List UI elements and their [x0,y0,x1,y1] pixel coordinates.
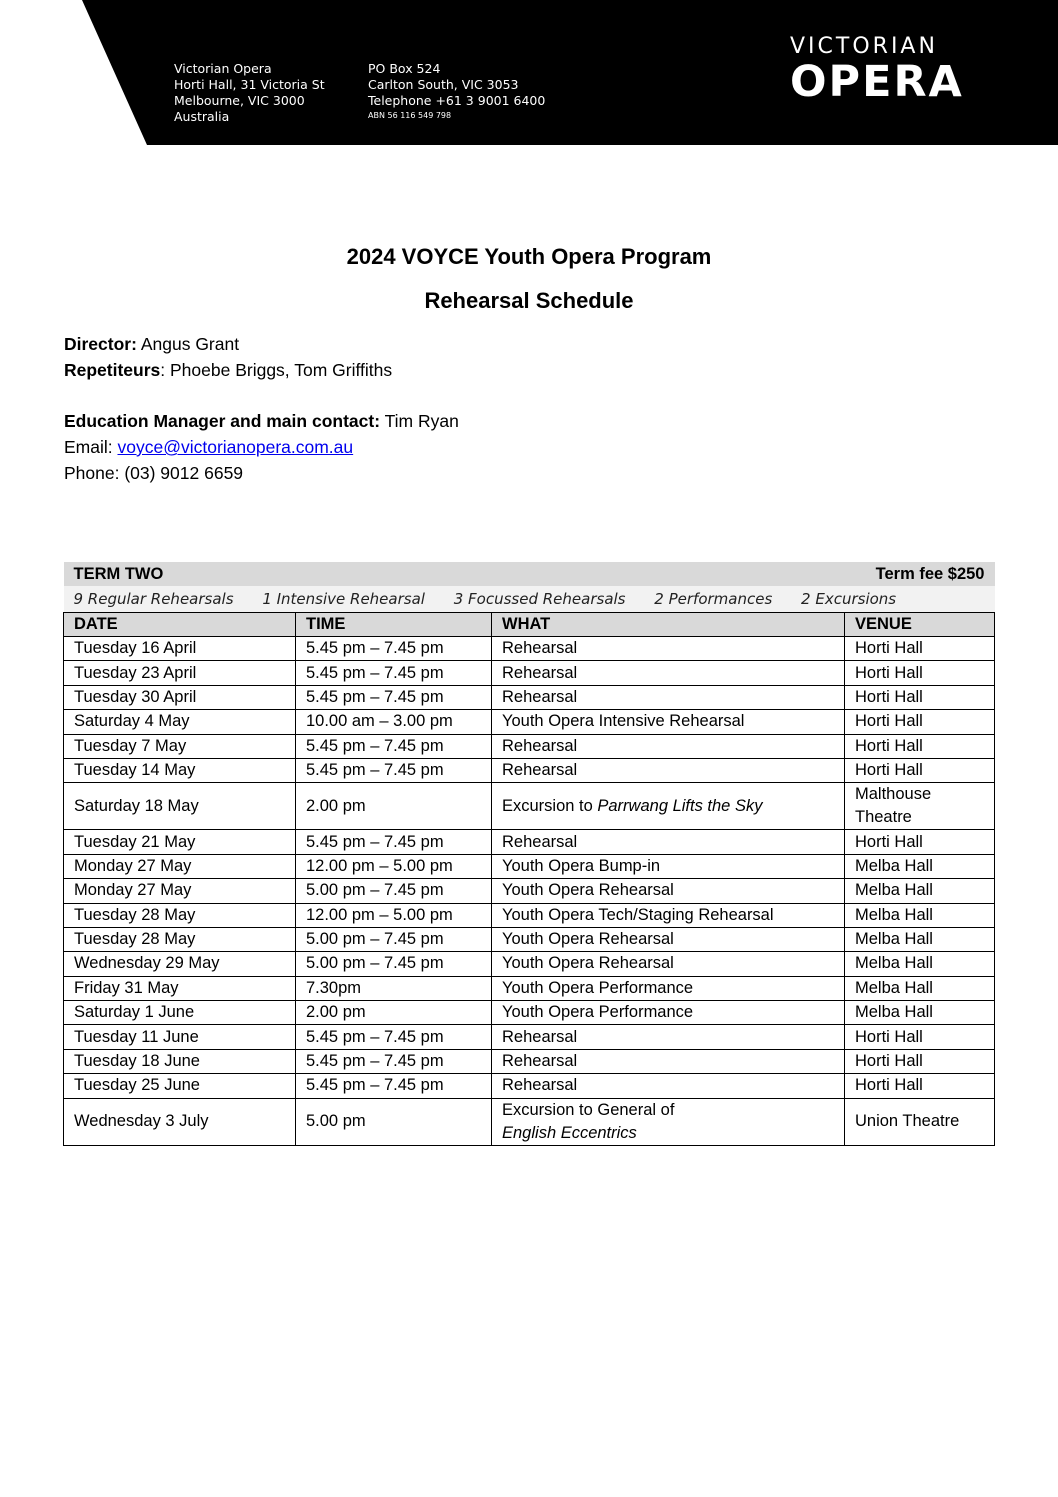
table-row [64,903,995,927]
repetiteurs-line [64,357,392,383]
cell-venue [845,637,995,661]
venue-text: Horti Hall [855,761,923,780]
summary-item: 1 Intensive Rehearsal [262,590,425,608]
what-text: Rehearsal [502,663,578,682]
cell-what [492,952,845,976]
address-line: Melbourne, VIC 3000 [174,93,305,108]
cell-venue [845,1049,995,1073]
cell-time: 5.45 pm – 7.45 pm [296,734,492,758]
what-text: Rehearsal [502,687,578,706]
cell-what [492,1074,845,1098]
venue-text: Melba Hall [855,905,933,924]
what-text: Rehearsal [502,832,578,851]
what-text: Youth Opera Bump-in [502,856,661,875]
what-text: Youth Opera Rehearsal [502,930,674,949]
cell-what [492,1098,845,1145]
venue-text: Malthouse [855,785,932,804]
what-text: Rehearsal [502,736,578,755]
victorian-opera-logo [790,35,970,107]
what-text: Rehearsal [502,1027,578,1046]
table-row [64,661,995,685]
cell-venue [845,879,995,903]
table-row [64,952,995,976]
cell-venue [845,710,995,734]
cell-venue [845,903,995,927]
email-label: Email: [64,437,118,457]
cell-what [492,1025,845,1049]
cell-what [492,1049,845,1073]
cell-venue [845,1098,995,1145]
venue-text: Melba Hall [855,978,933,997]
cell-date: Monday 27 May [64,879,296,903]
cell-date: Saturday 18 May [64,783,296,830]
summary-item: 2 Performances [654,590,773,608]
cell-time: 5.45 pm – 7.45 pm [296,1049,492,1073]
cell-time: 12.00 pm – 5.00 pm [296,903,492,927]
what-text: Youth Opera Intensive Rehearsal [502,712,745,731]
column-header-what: WHAT [492,613,845,637]
address-line: Horti Hall, 31 Victoria St [174,77,325,92]
cell-what [492,830,845,854]
address-line: PO Box 524 [368,61,441,76]
what-text: Youth Opera Performance [502,978,694,997]
cell-venue [845,854,995,878]
table-row [64,854,995,878]
term-header-row [64,562,995,586]
repetiteurs-names: : Phoebe Briggs, Tom Griffiths [160,360,393,380]
table-row [64,927,995,951]
cell-what [492,927,845,951]
director-name: Angus Grant [136,334,240,354]
what-text: Youth Opera Tech/Staging Rehearsal [502,905,774,924]
summary-item: 9 Regular Rehearsals [73,590,234,608]
what-text: Rehearsal [502,761,578,780]
term-name: TERM TWO [64,562,845,586]
email-link[interactable]: voyce@victorianopera.com.au [117,437,354,457]
phone-line: Phone: (03) 9012 6659 [64,463,244,483]
repetiteurs-label: Repetiteurs [64,360,161,380]
venue-text: Horti Hall [855,1027,923,1046]
cell-venue [845,1074,995,1098]
cell-date: Tuesday 14 May [64,758,296,782]
logo-bottom-text: OPERA [790,57,964,107]
venue-text: Melba Hall [855,954,933,973]
cell-what [492,854,845,878]
cell-what [492,661,845,685]
what-title: Parrwang Lifts the Sky [597,796,763,815]
venue-text: Horti Hall [855,1052,923,1071]
summary-item: 2 Excursions [801,590,897,608]
column-header-time: TIME [296,613,492,637]
cell-time: 5.00 pm [296,1098,492,1145]
table-row [64,758,995,782]
term-summary [64,586,995,613]
cell-date: Saturday 1 June [64,1001,296,1025]
cell-time: 5.45 pm – 7.45 pm [296,1025,492,1049]
abn-number: ABN 56 116 549 798 [368,111,452,120]
cell-time: 5.45 pm – 7.45 pm [296,661,492,685]
cell-venue [845,927,995,951]
address-line: Australia [174,109,230,124]
table-row [64,976,995,1000]
what-text: Youth Opera Rehearsal [502,954,674,973]
address-line: Telephone +61 3 9001 6400 [368,93,546,108]
table-row [64,1074,995,1098]
cell-what [492,903,845,927]
table-row [64,710,995,734]
cell-venue [845,661,995,685]
table-row [64,1049,995,1073]
cell-what [492,734,845,758]
logo-top-text: VICTORIAN [790,34,938,59]
address-left [174,61,325,125]
table-row [64,1001,995,1025]
address-line: Victorian Opera [174,61,272,76]
cell-what [492,758,845,782]
cell-time: 5.45 pm – 7.45 pm [296,1074,492,1098]
venue-text: Horti Hall [855,1076,923,1095]
cell-date: Saturday 4 May [64,710,296,734]
what-title: English Eccentrics [502,1123,637,1142]
cell-time: 12.00 pm – 5.00 pm [296,854,492,878]
cell-date: Tuesday 30 April [64,685,296,709]
summary-item: 3 Focussed Rehearsals [453,590,626,608]
table-row [64,830,995,854]
venue-text: Horti Hall [855,712,923,731]
what-text: Rehearsal [502,639,578,658]
venue-text: Union Theatre [855,1112,960,1131]
cell-venue [845,734,995,758]
cell-what [492,1001,845,1025]
venue-text: Horti Hall [855,736,923,755]
director-line [64,331,239,357]
cell-time: 5.45 pm – 7.45 pm [296,685,492,709]
what-text: Excursion to [502,796,598,815]
what-text: Rehearsal [502,1076,578,1095]
cell-time: 5.00 pm – 7.45 pm [296,879,492,903]
cell-venue [845,952,995,976]
table-row [64,1098,995,1145]
table-row [64,879,995,903]
cell-what [492,976,845,1000]
venue-text: Melba Hall [855,930,933,949]
education-name: Tim Ryan [380,411,459,431]
venue-text: Theatre [855,808,912,827]
column-header-row [64,613,995,637]
cell-date: Tuesday 7 May [64,734,296,758]
table-row [64,734,995,758]
cell-time: 5.00 pm – 7.45 pm [296,952,492,976]
cell-date: Tuesday 18 June [64,1049,296,1073]
document-subtitle: Rehearsal Schedule [424,288,634,313]
term-summary-row [64,586,995,613]
cell-venue [845,783,995,830]
address-line: Carlton South, VIC 3053 [368,77,519,92]
document-title: 2024 VOYCE Youth Opera Program [346,244,712,269]
what-text: Rehearsal [502,1052,578,1071]
what-text: Excursion to General of [502,1100,675,1119]
cell-what [492,879,845,903]
cell-time: 5.00 pm – 7.45 pm [296,927,492,951]
cell-time: 5.45 pm – 7.45 pm [296,758,492,782]
table-row [64,685,995,709]
cell-date: Monday 27 May [64,854,296,878]
cell-time: 7.30pm [296,976,492,1000]
cell-time: 5.45 pm – 7.45 pm [296,830,492,854]
cell-what [492,783,845,830]
cell-venue [845,1025,995,1049]
venue-text: Horti Hall [855,687,923,706]
cell-venue [845,1001,995,1025]
cell-time: 2.00 pm [296,783,492,830]
cell-date: Tuesday 23 April [64,661,296,685]
cell-what [492,637,845,661]
cell-date: Tuesday 11 June [64,1025,296,1049]
education-label: Education Manager and main contact: [64,411,381,431]
venue-text: Melba Hall [855,881,933,900]
venue-text: Horti Hall [855,663,923,682]
cell-time: 2.00 pm [296,1001,492,1025]
cell-venue [845,685,995,709]
cell-venue [845,830,995,854]
education-contact-line [64,408,459,434]
table-row [64,637,995,661]
cell-date: Tuesday 28 May [64,903,296,927]
cell-date: Tuesday 16 April [64,637,296,661]
table-row [64,1025,995,1049]
director-label: Director: [64,334,137,354]
cell-time: 5.45 pm – 7.45 pm [296,637,492,661]
cell-date: Wednesday 3 July [64,1098,296,1145]
venue-text: Melba Hall [855,1003,933,1022]
cell-what [492,710,845,734]
cell-date: Wednesday 29 May [64,952,296,976]
cell-time: 10.00 am – 3.00 pm [296,710,492,734]
column-header-venue: VENUE [845,613,995,637]
email-line [64,434,353,460]
term-fee: Term fee $250 [845,562,995,586]
venue-text: Horti Hall [855,832,923,851]
venue-text: Horti Hall [855,639,923,658]
column-header-date: DATE [64,613,296,637]
cell-venue [845,976,995,1000]
rehearsal-schedule-table [63,562,995,1146]
cell-date: Friday 31 May [64,976,296,1000]
address-right [368,61,545,123]
venue-text: Melba Hall [855,856,933,875]
cell-date: Tuesday 28 May [64,927,296,951]
table-row [64,783,995,830]
what-text: Youth Opera Performance [502,1003,694,1022]
what-text: Youth Opera Rehearsal [502,881,674,900]
cell-date: Tuesday 25 June [64,1074,296,1098]
cell-venue [845,758,995,782]
cell-what [492,685,845,709]
cell-date: Tuesday 21 May [64,830,296,854]
